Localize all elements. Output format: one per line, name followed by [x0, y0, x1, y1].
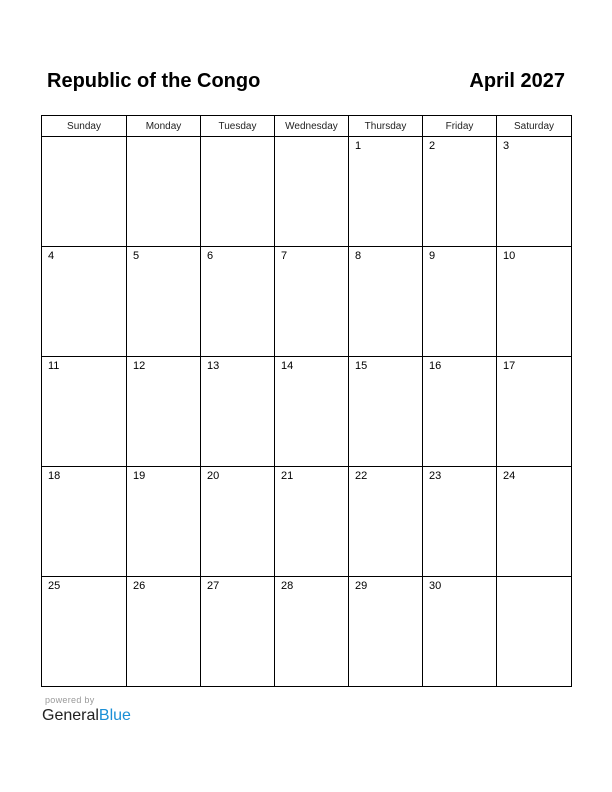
calendar-grid	[41, 115, 572, 687]
day-number: 16	[429, 360, 442, 372]
weekday-header-friday: Friday	[423, 116, 497, 137]
generalblue-logo[interactable]	[42, 708, 131, 724]
day-cell	[275, 137, 349, 247]
day-cell	[201, 357, 275, 467]
day-cell	[497, 577, 572, 687]
day-cell	[497, 247, 572, 357]
day-cell	[201, 577, 275, 687]
day-number: 22	[355, 470, 368, 482]
day-number: 3	[503, 140, 510, 152]
day-number	[127, 137, 200, 141]
weekday-header-thursday: Thursday	[349, 116, 423, 137]
day-number: 17	[503, 360, 516, 372]
day-number: 2	[429, 140, 436, 152]
day-cell	[349, 357, 423, 467]
day-number: 12	[133, 360, 146, 372]
day-number: 28	[281, 580, 294, 592]
day-cell	[275, 467, 349, 577]
day-cell	[127, 357, 201, 467]
day-number: 11	[48, 360, 60, 372]
day-number: 19	[133, 470, 146, 482]
day-number: 7	[281, 250, 288, 262]
day-number: 4	[48, 250, 55, 262]
day-number	[275, 137, 348, 141]
day-cell	[275, 247, 349, 357]
day-cell	[201, 137, 275, 247]
weekday-header-sunday: Sunday	[42, 116, 127, 137]
day-cell	[127, 247, 201, 357]
day-cell	[127, 577, 201, 687]
day-number: 9	[429, 250, 436, 262]
calendar-country-title: Republic of the Congo	[47, 70, 261, 92]
day-number: 5	[133, 250, 140, 262]
footer-branding	[42, 696, 131, 724]
weekday-header-row	[42, 116, 572, 137]
day-number: 10	[503, 250, 516, 262]
day-cell	[349, 467, 423, 577]
weekday-header-wednesday: Wednesday	[275, 116, 349, 137]
day-number: 29	[355, 580, 368, 592]
weekday-header-saturday: Saturday	[497, 116, 572, 137]
day-number: 15	[355, 360, 368, 372]
day-number: 26	[133, 580, 146, 592]
day-number: 27	[207, 580, 220, 592]
day-number: 25	[48, 580, 61, 592]
day-number: 30	[429, 580, 442, 592]
day-number: 14	[281, 360, 294, 372]
day-cell	[423, 137, 497, 247]
day-number	[497, 577, 571, 581]
day-cell	[497, 137, 572, 247]
day-cell	[423, 357, 497, 467]
day-number: 18	[48, 470, 61, 482]
day-cell	[349, 577, 423, 687]
day-number	[42, 137, 126, 141]
day-cell	[42, 357, 127, 467]
calendar-month-title: April 2027	[469, 70, 565, 92]
day-cell	[127, 467, 201, 577]
day-number	[201, 137, 274, 141]
day-cell	[42, 577, 127, 687]
day-number: 13	[207, 360, 220, 372]
powered-by-label: powered by	[45, 695, 95, 705]
week-row	[42, 467, 572, 577]
brand-name-general: General	[42, 707, 99, 724]
weekday-header-monday: Monday	[127, 116, 201, 137]
day-cell	[275, 577, 349, 687]
day-cell	[42, 137, 127, 247]
day-number: 1	[355, 140, 362, 152]
day-number: 23	[429, 470, 442, 482]
day-cell	[42, 247, 127, 357]
brand-name-blue: Blue	[98, 707, 131, 724]
day-cell	[423, 247, 497, 357]
week-row	[42, 577, 572, 687]
day-number: 8	[355, 250, 362, 262]
day-cell	[497, 357, 572, 467]
day-cell	[349, 137, 423, 247]
day-cell	[349, 247, 423, 357]
day-cell	[275, 357, 349, 467]
day-cell	[497, 467, 572, 577]
week-row	[42, 357, 572, 467]
week-row	[42, 247, 572, 357]
day-number: 20	[207, 470, 220, 482]
day-number: 6	[207, 250, 214, 262]
day-number: 21	[281, 470, 294, 482]
day-cell	[42, 467, 127, 577]
day-cell	[201, 247, 275, 357]
day-cell	[201, 467, 275, 577]
day-number: 24	[503, 470, 516, 482]
day-cell	[423, 577, 497, 687]
weekday-header-tuesday: Tuesday	[201, 116, 275, 137]
week-row	[42, 137, 572, 247]
day-cell	[423, 467, 497, 577]
day-cell	[127, 137, 201, 247]
